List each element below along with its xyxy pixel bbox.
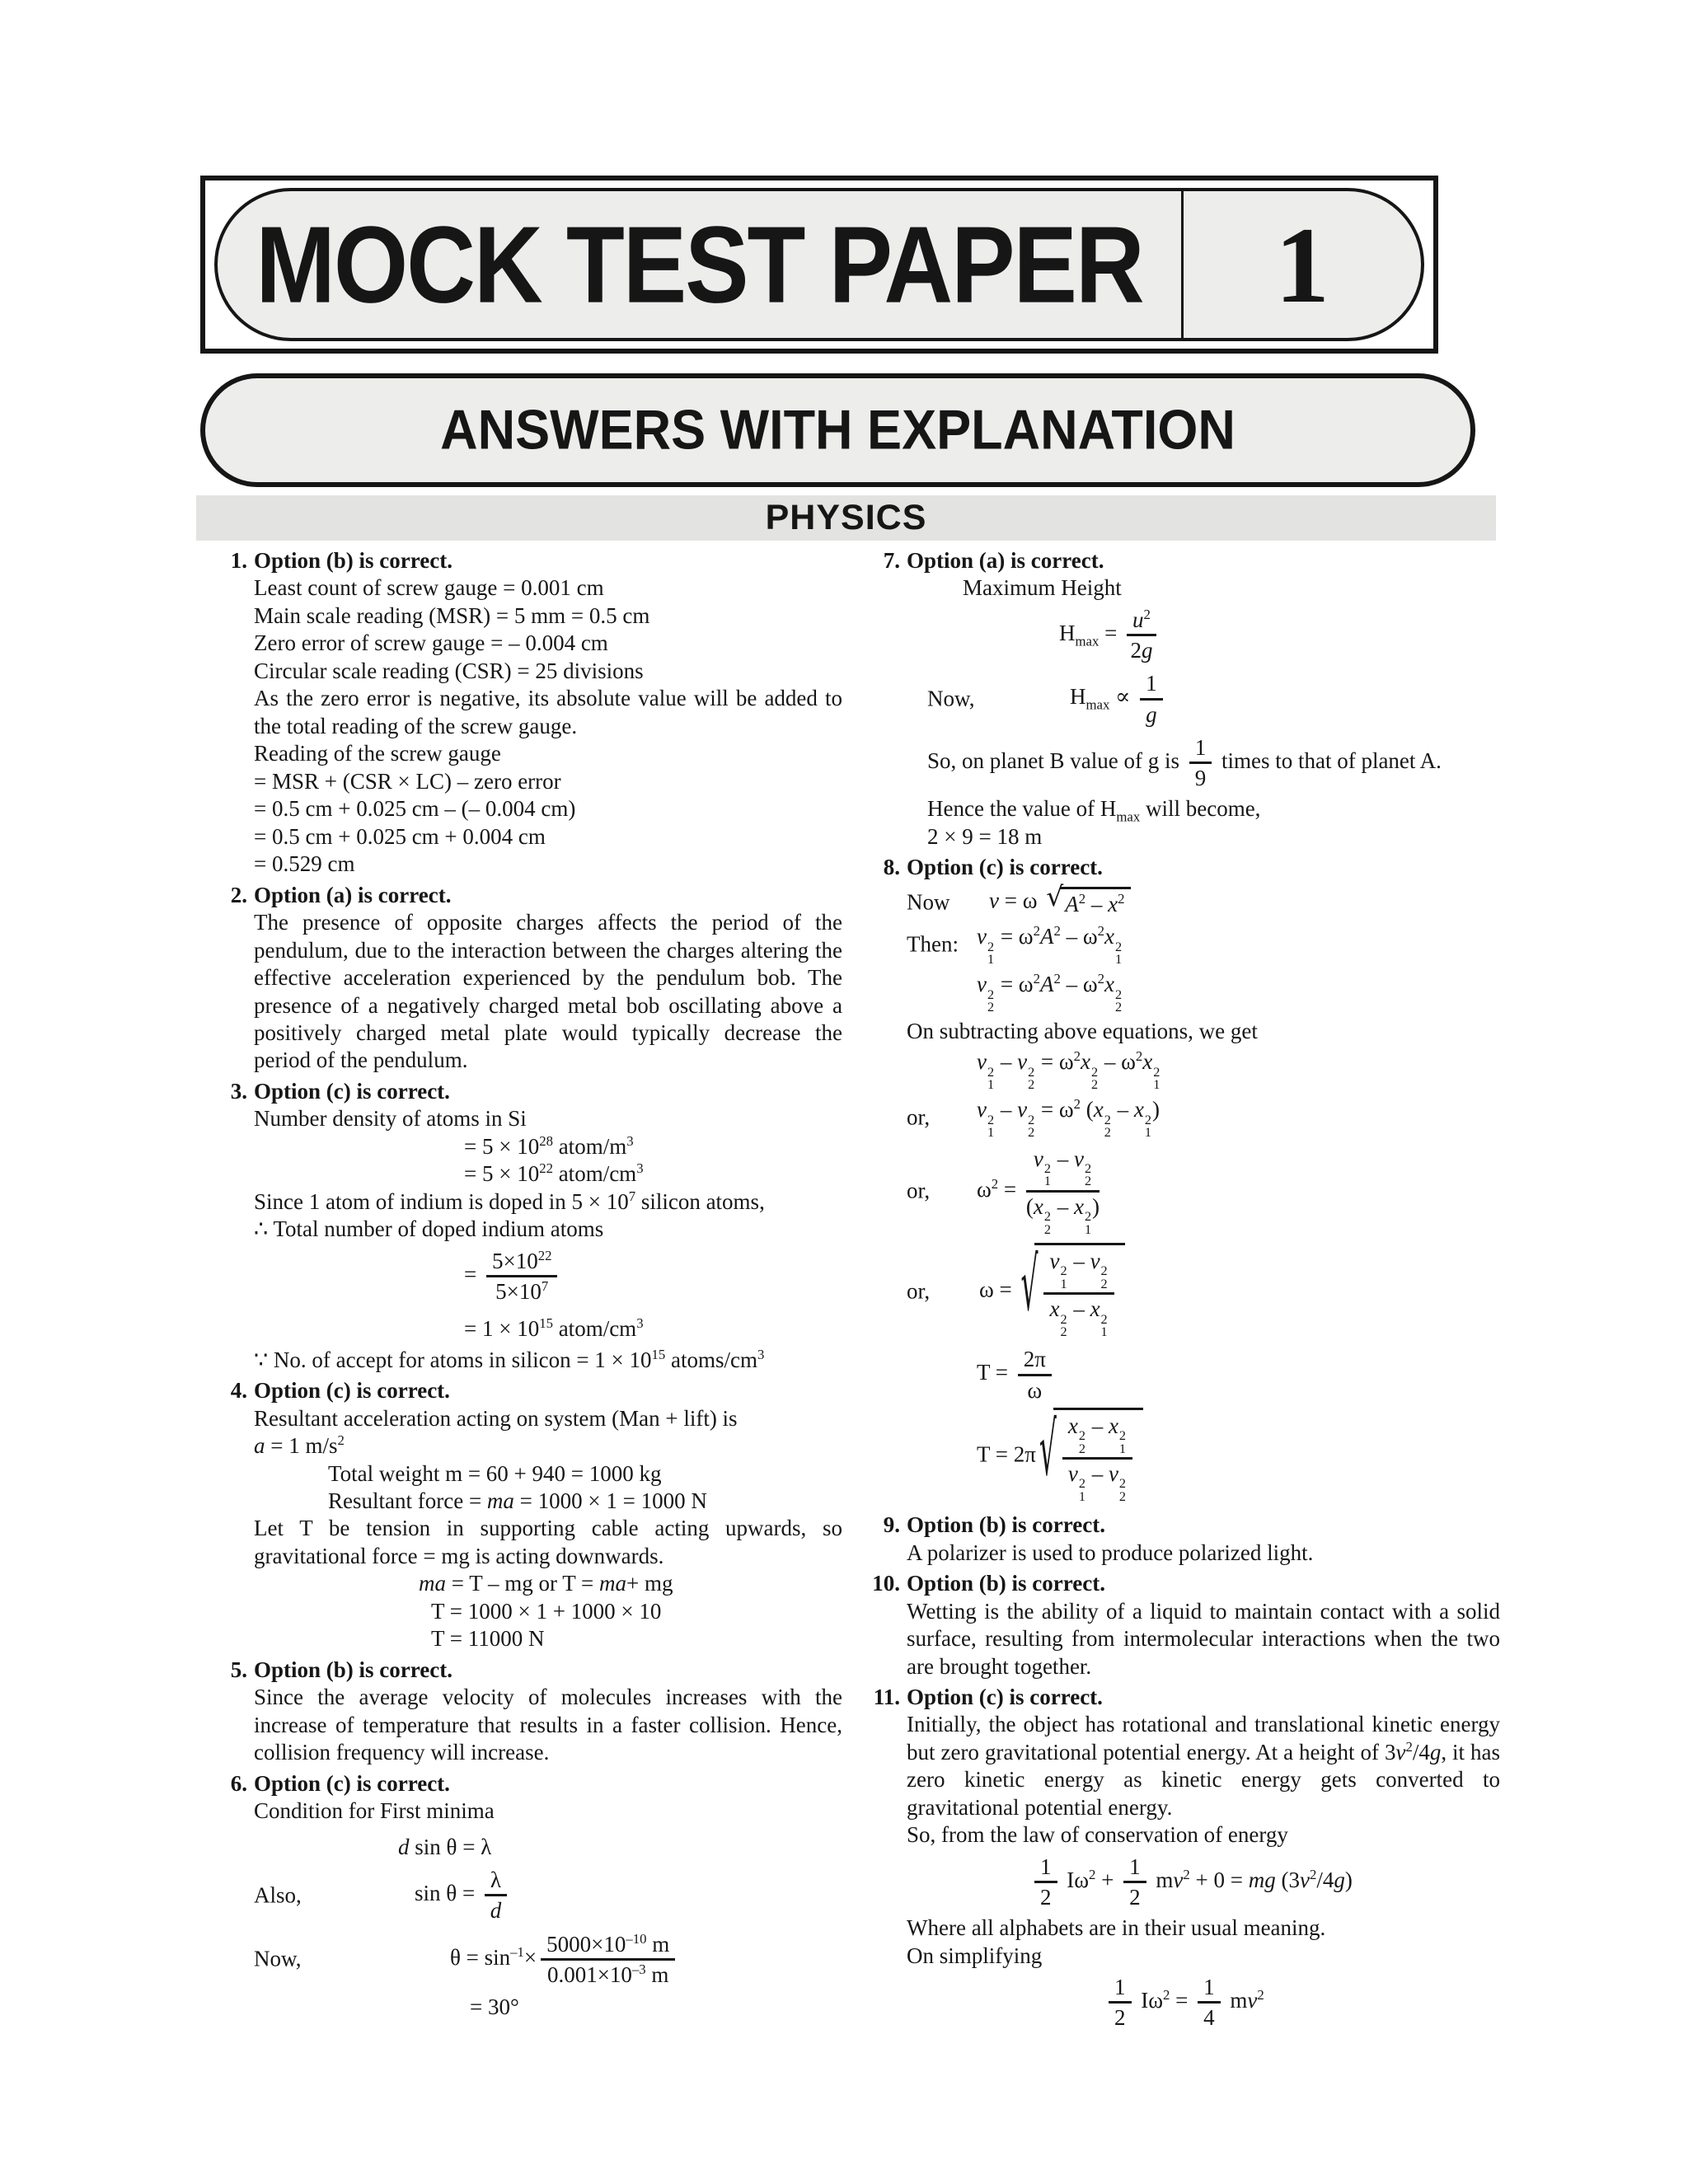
- formula: $\omega^2$ = v 2 1 – v 2 2 (x 2 2 – x 2 1 ): [977, 1146, 1100, 1237]
- item-heading: Option (c) is correct.: [254, 1770, 450, 1796]
- item-heading: Option (c) is correct.: [254, 1378, 450, 1404]
- item-heading: Option (a) is correct.: [907, 548, 1104, 573]
- formula-line: = $\frac{5\times 10^{22}}{5\times 10^7}$: [464, 1247, 842, 1305]
- item-body: [254, 1377, 842, 1653]
- item-number: 3.: [230, 1078, 247, 1104]
- text-line: On subtracting above equations, we get: [907, 1018, 1258, 1043]
- formula-line: = 0.529 cm: [254, 851, 355, 877]
- title-pill: [214, 188, 1424, 341]
- item-body: [254, 1657, 842, 1767]
- formula-label: Now: [907, 889, 950, 915]
- paragraph: Wetting is the ability of a liquid to maintain contact with a solid surface, resulting from intermolecular interactions when the two are brought together.: [907, 1598, 1500, 1679]
- item-body: [907, 1570, 1500, 1680]
- formula-label: or,: [907, 1278, 931, 1304]
- formula-line: ma = T – mg or T = ma+ mg: [419, 1571, 673, 1596]
- item-number: 11.: [873, 1685, 900, 1709]
- answers-banner-text: ANSWERS WITH EXPLANATION: [440, 399, 1236, 462]
- answer-item-6: [206, 1770, 842, 2025]
- formula-line: = $5 \times 10^{22}$ atom/$cm^3$: [464, 1160, 644, 1187]
- formula-row: [907, 1145, 1500, 1238]
- formula-line: Resultant force = ma = 1000 × 1 = 1000 N: [328, 1488, 707, 1513]
- answer-item-7: [859, 547, 1500, 851]
- item-number: 8.: [883, 855, 900, 880]
- item-heading: Option (a) is correct.: [254, 882, 452, 907]
- paragraph: Since the average velocity of molecules increases with the increase of temperature that results in a faster collision. Hence, collision frequency will increase.: [254, 1685, 842, 1765]
- section-bar: [196, 495, 1496, 541]
- text-line: Reading of the screw gauge: [254, 741, 501, 766]
- answer-item-11: [859, 1684, 1500, 2036]
- item-heading: Option (b) is correct.: [254, 1657, 452, 1682]
- formula: v 2 1 = $\omega^2A^2 - \omega^2x$ 2 1: [977, 923, 1123, 968]
- answer-item-2: [206, 882, 842, 1075]
- answer-item-8: [859, 854, 1500, 1508]
- formula-line: = 0.5 cm + 0.025 cm – (– 0.004 cm): [254, 796, 576, 822]
- formula-line: T = 11000 N: [431, 1626, 545, 1652]
- formula-line: $\frac{1}{2}$ $I\omega^2$ + $\frac{1}{2}$ $mv^2 + 0$ = mg $(3v^2/4g)$: [1030, 1853, 1500, 1911]
- item-body: [907, 547, 1500, 851]
- formula-row: [907, 1096, 1500, 1139]
- paragraph: The presence of opposite charges affects the period of the pendulum, due to the interaction between the charges altering the effective acceleration experienced by the pendulum bob. The presence of a negatively charged metal bob oscillating above a positively charged metal plate would typically decrease the period of the pendulum.: [254, 910, 842, 1073]
- item-number: 5.: [230, 1657, 247, 1682]
- text-line: Number density of atoms in Si: [254, 1106, 527, 1132]
- formula-line: T = $\frac{2\pi}{\omega}$: [977, 1345, 1500, 1404]
- formula-row: [907, 879, 1500, 918]
- item-number: 4.: [230, 1378, 247, 1404]
- item-heading: Option (b) is correct.: [254, 548, 452, 573]
- formula: ω = √ v 2 1 – v 2 2 x 2 2 – x 2 1: [979, 1243, 1125, 1340]
- item-heading: Option (b) is correct.: [907, 1512, 1105, 1538]
- formula-line: = 30°: [470, 1994, 519, 2020]
- text-line: Resultant acceleration acting on system (Man + lift) is: [254, 1405, 738, 1431]
- formula-row: [254, 1930, 842, 1989]
- formula-label: Now,: [927, 686, 975, 711]
- item-number: 6.: [230, 1770, 247, 1796]
- answer-item-10: [859, 1570, 1500, 1680]
- item-number: 9.: [883, 1512, 900, 1538]
- formula-line: = $5 \times 10^{28}$ atom/$m^3$: [464, 1132, 634, 1159]
- text-line: Condition for First minima: [254, 1798, 495, 1824]
- paragraph: Let T be tension in supporting cable acting upwards, so gravitational force = mg is acting downwards.: [254, 1516, 842, 1568]
- text-line: So, from the law of conservation of energy: [907, 1822, 1288, 1848]
- item-body: [907, 1684, 1500, 2036]
- item-number: 1.: [230, 548, 247, 573]
- text-line: ∵ No. of accept for atoms in silicon = $1 \times 10^{15}$ atoms/$cm^3$: [254, 1346, 765, 1372]
- formula-line: $\frac{1}{2}$ $I\omega^2$ = $\frac{1}{4}$ $mv^2$: [1104, 1973, 1500, 2032]
- formula-line: Total weight m = 60 + 940 = 1000 kg: [328, 1460, 662, 1486]
- answer-item-3: [206, 1078, 842, 1374]
- item-heading: Option (b) is correct.: [907, 1571, 1105, 1596]
- text-line: A polarizer is used to produce polarized light.: [907, 1540, 1314, 1565]
- formula-line: = $1 \times 10^{15}$ atom/$cm^3$: [464, 1315, 644, 1342]
- paragraph: Initially, the object has rotational and translational kinetic energy but zero gravitational potential energy. At a height of $3v^2/4g$, it has zero kinetic energy as kinetic energy gets converted to gravitational potential energy.: [907, 1712, 1501, 1820]
- item-heading: Option (c) is correct.: [254, 1078, 450, 1104]
- item-body: [254, 882, 842, 1075]
- formula-row: [907, 923, 1500, 966]
- item-body: [254, 1770, 842, 2025]
- text-line: Maximum Height: [963, 575, 1122, 601]
- column-right: [859, 547, 1500, 2039]
- title-area: [218, 191, 1184, 338]
- column-left: [206, 547, 842, 2028]
- formula: v = ω √ $A^2 - x^2$: [989, 887, 1131, 918]
- formula: $\theta = \sin^{-1}\times$ $\frac{5000\times 10^{-10} m}{0.001\times 10^{-3} m}$: [450, 1930, 679, 1989]
- formula-line: So, on planet B value of g is $\frac{1}{9}$ times to that of planet A.: [927, 734, 1442, 791]
- item-body: [907, 1511, 1500, 1567]
- text-line: On simplifying: [907, 1943, 1043, 1968]
- formula-line: = MSR + (CSR × LC) – zero error: [254, 768, 561, 794]
- formula-line: T = 2π √ x 2 2 – x 2 1 v 2 1 – v 2 2: [977, 1408, 1500, 1505]
- item-number: 10.: [872, 1571, 900, 1596]
- formula-line: T = 1000 × 1 + 1000 × 10: [431, 1598, 662, 1624]
- formula: $H_{max}$ ∝ $\frac{1}{g}$: [1070, 669, 1167, 728]
- text-line: Hence the value of $H_{max}$ will become,: [927, 796, 1261, 825]
- paper-number: 1: [1275, 204, 1329, 326]
- text-line: Circular scale reading (CSR) = 25 divisions: [254, 658, 644, 683]
- answer-item-1: [206, 547, 842, 879]
- formula-label: or,: [907, 1178, 931, 1203]
- item-body: [254, 1078, 842, 1374]
- item-body: [254, 547, 842, 879]
- item-number: 2.: [230, 882, 247, 907]
- item-body: [907, 854, 1500, 1508]
- section-title: PHYSICS: [765, 498, 927, 537]
- text-line: Least count of screw gauge = 0.001 cm: [254, 575, 604, 601]
- formula-label: Also,: [254, 1882, 302, 1908]
- formula-line: d sin θ = λ: [398, 1834, 492, 1859]
- formula-line: 2 × 9 = 18 m: [927, 823, 1043, 849]
- answer-item-9: [859, 1511, 1500, 1567]
- text-line: ∴ Total number of doped indium atoms: [254, 1216, 604, 1242]
- text-line: Main scale reading (MSR) = 5 mm = 0.5 cm: [254, 602, 650, 628]
- formula: sin θ = $\frac{\lambda}{d}$: [415, 1866, 511, 1924]
- formula-row: [907, 1240, 1500, 1340]
- answer-item-5: [206, 1657, 842, 1767]
- formula-line: = 0.5 cm + 0.025 cm + 0.004 cm: [254, 823, 546, 849]
- formula-line: a = 1 $m/s^2$: [254, 1432, 345, 1459]
- answer-item-4: [206, 1377, 842, 1653]
- formula-line: v 2 2 = $\omega^2A^2 - \omega^2x$ 2 2: [977, 971, 1123, 1015]
- formula-label: or,: [907, 1104, 931, 1130]
- answers-banner: [200, 373, 1475, 487]
- formula-label: Now,: [254, 1946, 302, 1971]
- item-number: 7.: [883, 548, 900, 573]
- paragraph: Since 1 atom of indium is doped in $5 \times 10^7$ silicon atoms,: [254, 1188, 765, 1214]
- formula-label: Then:: [907, 931, 959, 957]
- formula-line: $H_{max}$ = $\frac{u^2}{2g}$: [1059, 606, 1500, 664]
- page-title: MOCK TEST PAPER: [256, 203, 1143, 326]
- title-box: [200, 176, 1438, 354]
- formula: v 2 1 – v 2 2 = $\omega^2$ (x 2 2 – x 2 1 ): [977, 1096, 1160, 1141]
- text-line: Where all alphabets are in their usual meaning.: [907, 1915, 1326, 1941]
- formula-row: [254, 1866, 842, 1924]
- item-heading: Option (c) is correct.: [907, 855, 1103, 880]
- item-heading: Option (c) is correct.: [907, 1685, 1103, 1709]
- paragraph: As the zero error is negative, its absolute value will be added to the total reading of the screw gauge.: [254, 686, 842, 738]
- formula-row: [907, 669, 1500, 728]
- text-line: Zero error of screw gauge = – 0.004 cm: [254, 630, 608, 656]
- formula-line: v 2 1 – v 2 2 = $\omega^2x$ 2 2 – $\omega^2x$ 2 1: [977, 1048, 1160, 1092]
